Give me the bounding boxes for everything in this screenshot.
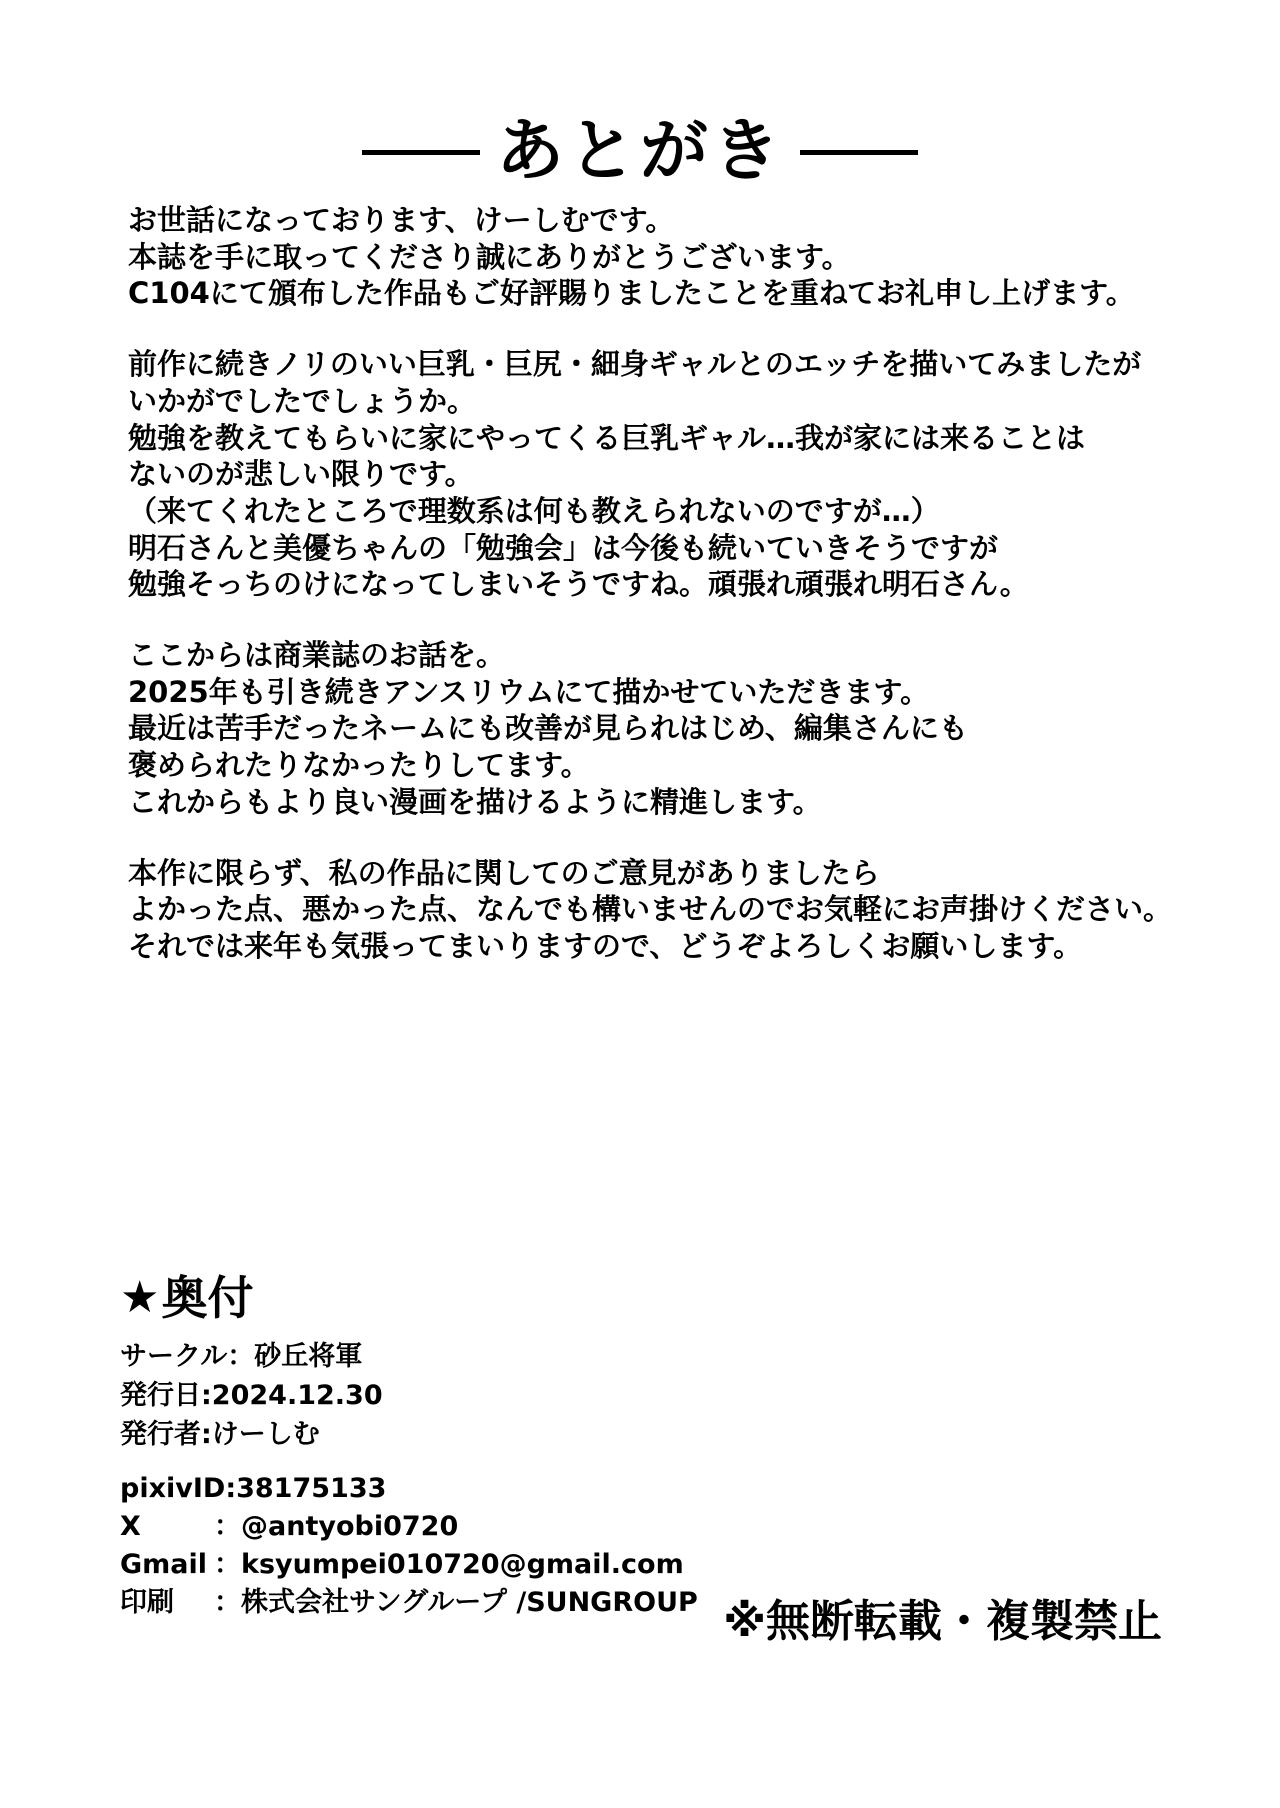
text-line: 2025年も引き続きアンスリウムにて描かせていただきます。 xyxy=(128,674,930,709)
text-line: C104にて頒布した作品もご好評賜りましたことを重ねてお礼申し上げます。 xyxy=(128,276,1135,311)
text-line: 本誌を手に取ってくださり誠にありがとうございます。 xyxy=(128,239,851,274)
title-row xyxy=(0,112,1280,191)
text-line: いかがでしたでしょうか。 xyxy=(128,383,477,418)
contact-key: 印刷 xyxy=(120,1587,174,1618)
star-icon: ★ xyxy=(120,1272,160,1323)
colophon-title: 奥付 xyxy=(161,1271,254,1325)
contact-value: ：@antyobi0720 xyxy=(214,1511,459,1542)
title-rule-right xyxy=(800,150,918,155)
text-line: 勉強を教えてもらいに家にやってくる巨乳ギャル…我が家には来ることは xyxy=(128,420,1086,455)
circle-name: サークル：砂丘将軍 xyxy=(120,1341,363,1372)
contact-key: Gmail xyxy=(120,1549,208,1580)
publish-date: 発行日:2024.12.30 xyxy=(120,1380,383,1411)
paragraph xyxy=(128,855,1188,965)
publisher: 発行者:けーしむ xyxy=(120,1419,320,1450)
text-line: 勉強そっちのけになってしまいそうですね。頑張れ頑張れ明石さん。 xyxy=(128,567,1029,602)
paragraph xyxy=(128,637,1188,821)
text-line: それでは来年も気張ってまいりますので、どうぞよろしくお願いします。 xyxy=(128,928,1083,963)
contact-row-gmail xyxy=(120,1546,698,1584)
contact-row-printer xyxy=(120,1584,698,1622)
text-line: （来てくれたところで理数系は何も教えられないのですが…） xyxy=(128,493,940,528)
text-line: よかった点、悪かった点、なんでも構いませんのでお気軽にお声掛けください。 xyxy=(128,892,1173,927)
paragraph xyxy=(128,346,1188,603)
text-line: 明石さんと美優ちゃんの「勉強会」は今後も続いていきそうですが xyxy=(128,530,999,565)
text-line: 最近は苦手だったネームにも改善が見られはじめ、編集さんにも xyxy=(128,711,968,746)
text-line: これからもより良い漫画を描けるように精進します。 xyxy=(128,784,822,819)
afterword-body xyxy=(128,202,1188,999)
contact-row-x xyxy=(120,1508,698,1546)
colophon-details xyxy=(120,1337,383,1454)
contact-key: X xyxy=(120,1511,141,1542)
paragraph xyxy=(128,202,1188,312)
text-line: 前作に続きノリのいい巨乳・巨尻・細身ギャルとのエッチを描いてみましたが xyxy=(128,347,1142,382)
contact-key: pixivID xyxy=(120,1473,226,1504)
contact-value: ：株式会社サングループ /SUNGROUP xyxy=(214,1587,698,1618)
page-title: あとがき xyxy=(495,112,784,191)
text-line: 本作に限らず、私の作品に関してのご意見がありましたら xyxy=(128,855,880,890)
text-line: ここからは商業誌のお話を。 xyxy=(128,638,506,673)
reprint-notice: ※無断転載・複製禁止 xyxy=(723,1596,1162,1647)
colophon-heading xyxy=(120,1271,254,1325)
contact-list xyxy=(120,1470,698,1622)
text-line: ないのが悲しい限りです。 xyxy=(128,457,474,492)
text-line: 褒められたりなかったりしてます。 xyxy=(128,748,590,783)
text-line: お世話になっております、けーしむです。 xyxy=(128,203,675,237)
title-rule-left xyxy=(362,150,480,155)
contact-row-pixiv xyxy=(120,1470,698,1508)
contact-value: ：ksyumpei010720@gmail.com xyxy=(214,1549,684,1580)
contact-value: :38175133 xyxy=(225,1473,387,1504)
